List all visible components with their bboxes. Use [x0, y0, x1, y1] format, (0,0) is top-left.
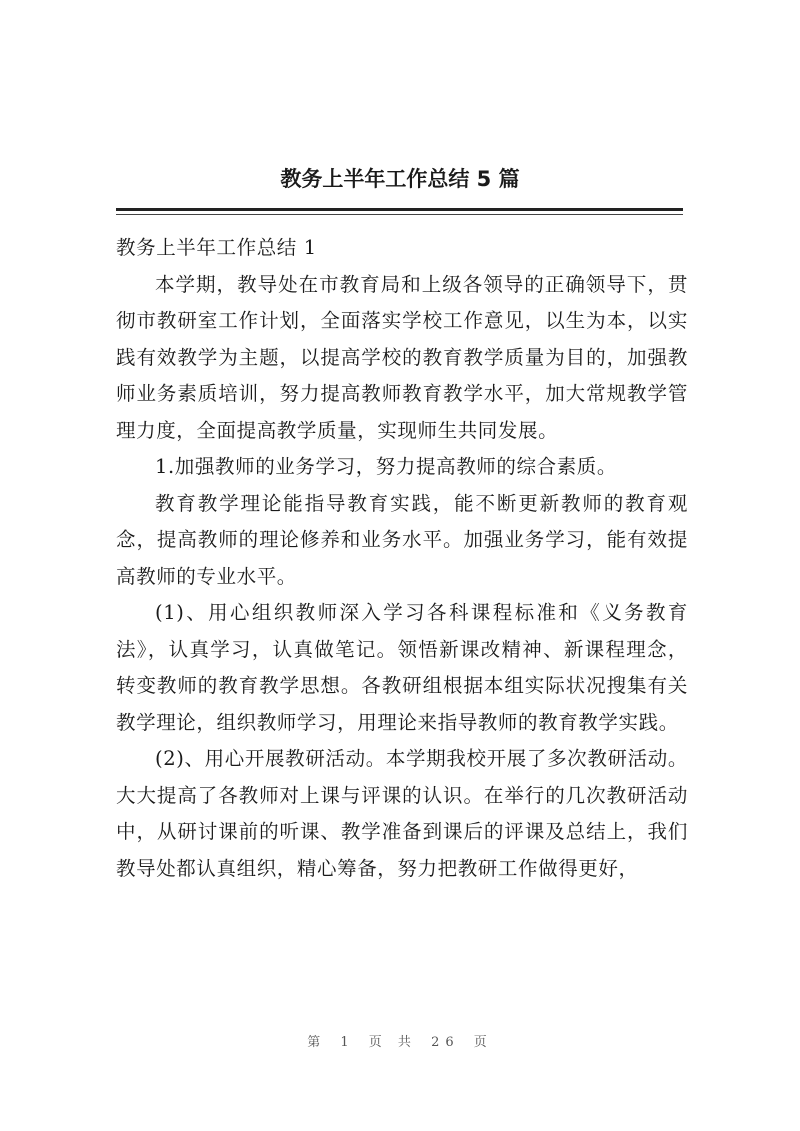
- footer-total-pages: 26: [431, 1035, 460, 1050]
- paragraph-point-1: 1.加强教师的业务学习，努力提高教师的综合素质。: [155, 455, 618, 478]
- footer-label-of: 页 共: [368, 1035, 417, 1050]
- paragraph-item-2: (2)、用心开展教研活动。本学期我校开展了多次教研活动。大大提高了各教师对上课与评课的认识。在举行的几次教研活动中，从研讨课前的听课、教学准备到课后的评课及总结上，我们教导处都认真组织，精心筹备，努力把教研工作做得更好，: [116, 747, 688, 880]
- title-rule-thick: [116, 208, 683, 211]
- document-body: [116, 230, 688, 887]
- page-title: 教务上半年工作总结 5 篇: [280, 167, 520, 191]
- paragraph-item-1: (1)、用心组织教师深入学习各科课程标准和《义务教育法》，认真学习，认真做笔记。领悟新课改精神、新课程理念，转变教师的教育教学思想。各教研组根据本组实际状况搜集有关教学理论，组织教师学习，用理论来指导教师的教育教学实践。: [116, 601, 688, 734]
- paragraph-intro: 本学期，教导处在市教育局和上级各领导的正确领导下，贯彻市教研室工作计划，全面落实学校工作意见，以生为本，以实践有效教学为主题，以提高学校的教育教学质量为目的，加强教师业务素质培训，努力提高教师教育教学水平，加大常规教学管理力度，全面提高教学质量，实现师生共同发展。: [116, 272, 688, 442]
- footer-label-pages: 页: [473, 1035, 493, 1050]
- footer-label-page: 第: [307, 1035, 327, 1050]
- paragraph-theory: 教育教学理论能指导教育实践，能不断更新教师的教育观念，提高教师的理论修养和业务水平。加强业务学习，能有效提高教师的专业水平。: [116, 491, 688, 588]
- footer-current-page: 1: [340, 1035, 355, 1050]
- page-footer: [0, 1031, 800, 1050]
- title-rule-thin: [116, 214, 683, 215]
- section-heading: 教务上半年工作总结 1: [116, 236, 317, 259]
